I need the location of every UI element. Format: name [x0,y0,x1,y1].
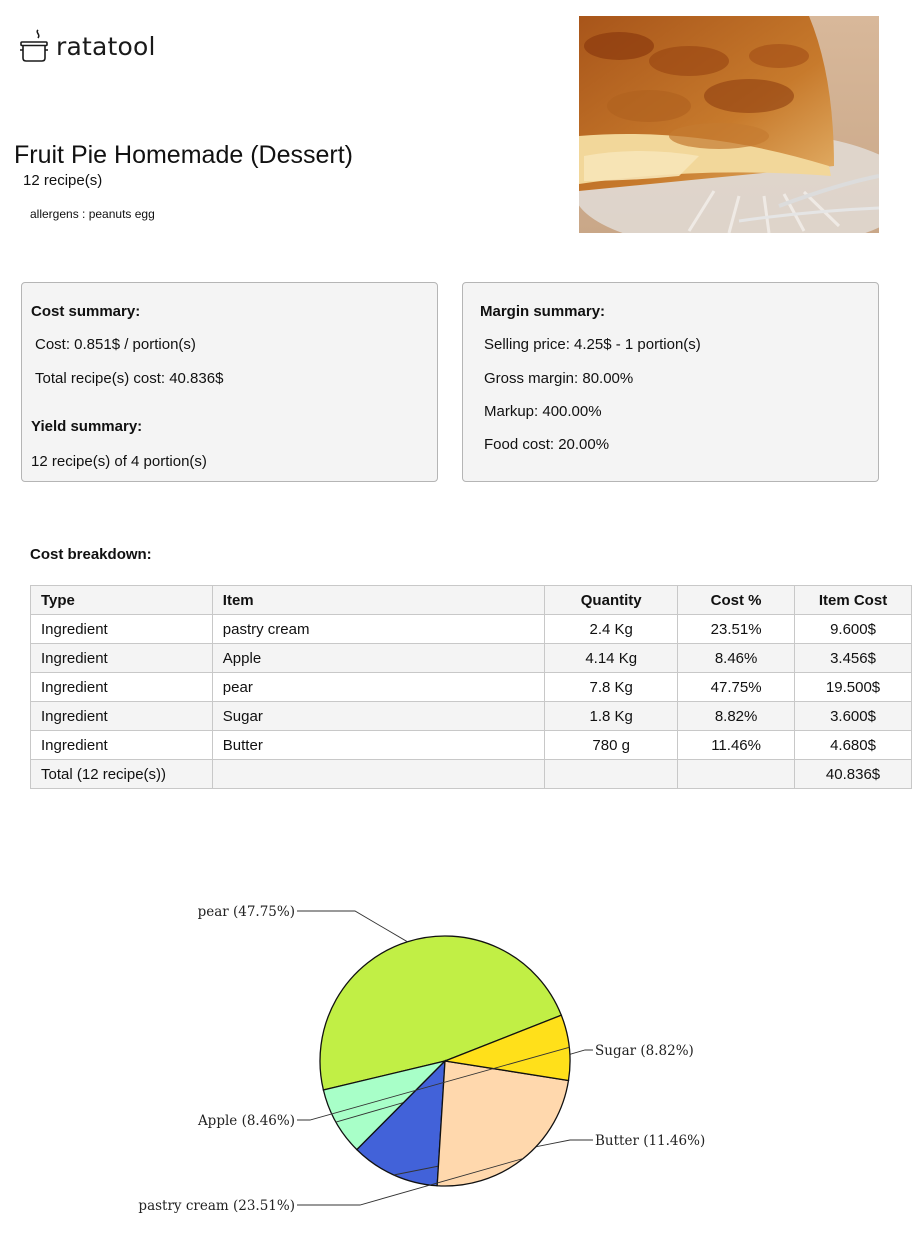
cell-cost-percent: 47.75% [678,673,795,702]
pot-icon [18,28,50,64]
pie-slice-label: pastry cream (23.51%) [138,1198,295,1214]
recipe-count: 12 recipe(s) [23,172,103,189]
table-row [31,615,912,644]
pie-leader-line [297,911,408,942]
total-empty-cell [545,760,678,789]
table-row [31,731,912,760]
total-label: Total (12 recipe(s)) [31,760,213,789]
cell-item: Sugar [212,702,544,731]
cell-item-cost: 19.500$ [795,673,912,702]
food-cost: Food cost: 20.00% [484,436,610,453]
table-row [31,702,912,731]
column-header-item-cost: Item Cost [795,586,912,615]
cell-type: Ingredient [31,731,213,760]
cell-item-cost: 9.600$ [795,615,912,644]
total-item-cost: 40.836$ [795,760,912,789]
cell-item: pear [212,673,544,702]
cell-item: pastry cream [212,615,544,644]
cell-item: Apple [212,644,544,673]
cell-quantity: 7.8 Kg [545,673,678,702]
column-header-type: Type [31,586,213,615]
pie-slice [437,1061,568,1186]
cell-cost-percent: 8.82% [678,702,795,731]
selling-price: Selling price: 4.25$ - 1 portion(s) [484,336,701,353]
yield-line: 12 recipe(s) of 4 portion(s) [31,453,207,470]
cell-quantity: 780 g [545,731,678,760]
cost-per-portion: Cost: 0.851$ / portion(s) [35,336,196,353]
table-row [31,644,912,673]
pie-slice-label: Butter (11.46%) [595,1133,706,1149]
allergens-text: allergens : peanuts egg [30,207,155,221]
pie-slice-label: Sugar (8.82%) [595,1043,694,1059]
recipe-title: Fruit Pie Homemade (Dessert) [14,141,353,169]
gross-margin: Gross margin: 80.00% [484,370,634,387]
column-header-item: Item [212,586,544,615]
total-recipe-cost: Total recipe(s) cost: 40.836$ [35,370,224,387]
table-header-row [31,586,912,615]
cell-type: Ingredient [31,673,213,702]
cell-type: Ingredient [31,615,213,644]
cost-breakdown-table [30,585,912,789]
cell-item-cost: 3.600$ [795,702,912,731]
pie-slice-photo [579,16,879,233]
pie-slice-label: Apple (8.46%) [197,1113,295,1129]
pie-slice-label: pear (47.75%) [197,904,295,920]
margin-summary-heading: Margin summary: [480,303,606,320]
cell-quantity: 4.14 Kg [545,644,678,673]
margin-summary-panel [462,282,879,482]
cell-cost-percent: 23.51% [678,615,795,644]
total-empty-cell [212,760,544,789]
cell-cost-percent: 8.46% [678,644,795,673]
total-empty-cell [678,760,795,789]
markup: Markup: 400.00% [484,403,602,420]
cell-quantity: 1.8 Kg [545,702,678,731]
cell-item-cost: 3.456$ [795,644,912,673]
cost-pie-chart [0,880,922,1250]
brand-logo [18,28,156,64]
cell-type: Ingredient [31,644,213,673]
column-header-quantity: Quantity [545,586,678,615]
cell-cost-percent: 11.46% [678,731,795,760]
brand-name: ratatool [56,31,156,61]
cost-summary-panel [21,282,438,482]
table-row [31,673,912,702]
cell-item-cost: 4.680$ [795,731,912,760]
table-total-row [31,760,912,789]
yield-summary-heading: Yield summary: [31,418,143,435]
cost-breakdown-heading: Cost breakdown: [30,546,152,563]
column-header-cost-percent: Cost % [678,586,795,615]
cell-type: Ingredient [31,702,213,731]
cost-summary-heading: Cost summary: [31,303,141,320]
cell-quantity: 2.4 Kg [545,615,678,644]
cell-item: Butter [212,731,544,760]
